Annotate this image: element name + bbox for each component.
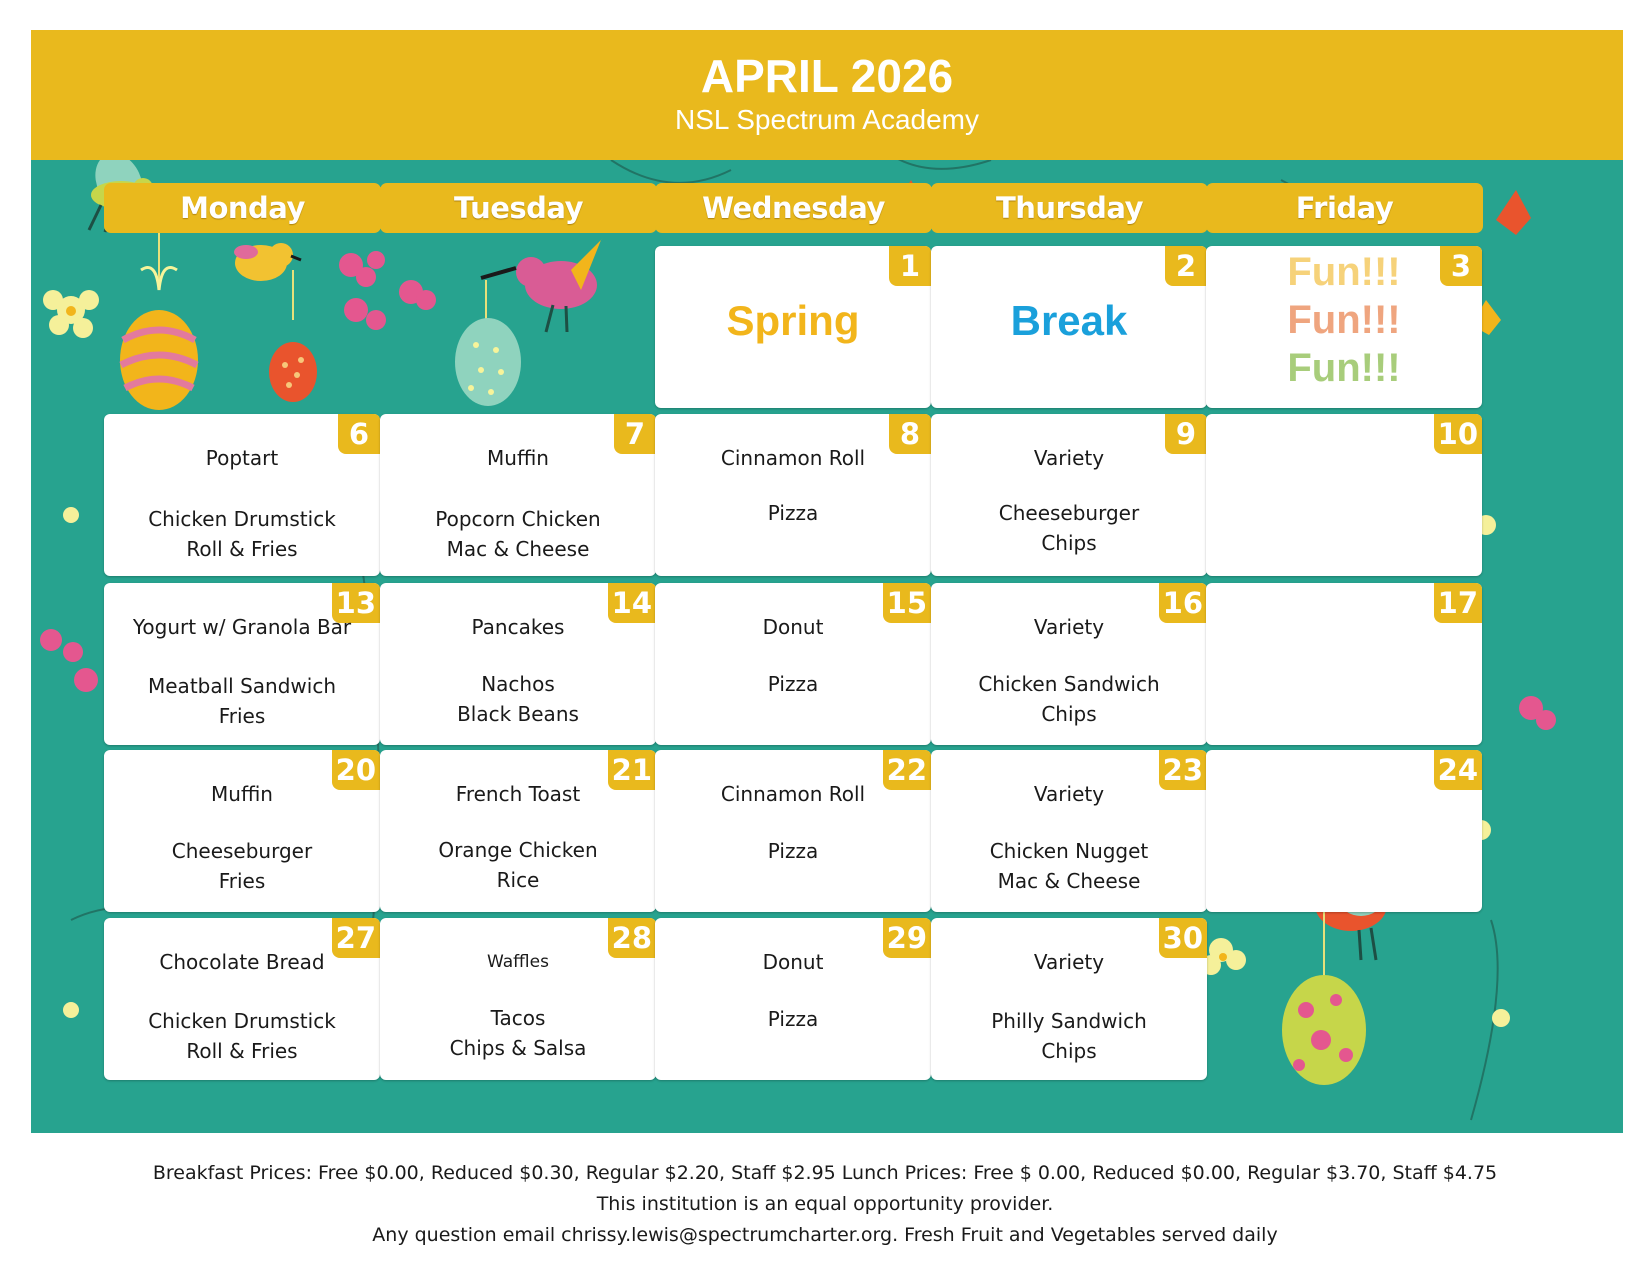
breakfast-item: French Toast (455, 782, 581, 806)
day-number: 9 (1165, 414, 1207, 454)
day-cell (1206, 414, 1482, 576)
day-number: 29 (883, 918, 931, 958)
lunch-items (655, 498, 931, 528)
day-cell (931, 918, 1207, 1080)
breakfast-item: Muffin (487, 446, 549, 470)
lunch-item: Philly Sandwich (991, 1009, 1147, 1033)
page-title: APRIL 2026 (700, 50, 954, 102)
day-cell (380, 750, 656, 912)
lunch-item: Chicken Drumstick (148, 507, 336, 531)
day-cell (380, 583, 656, 745)
spring-label: Spring (726, 297, 860, 344)
day-number: 14 (608, 583, 656, 623)
lunch-item: Nachos (481, 672, 555, 696)
day-number: 21 (608, 750, 656, 790)
day-number: 13 (332, 583, 380, 623)
contact-info: Any question email chrissy.lewis@spectrumcharter.org. Fresh Fruit and Vegetables served daily (372, 1224, 1278, 1246)
fun-label: Fun!!! (1287, 298, 1401, 342)
day-number: 2 (1165, 246, 1207, 286)
lunch-item: Fries (218, 869, 266, 893)
lunch-item: Mac & Cheese (997, 869, 1141, 893)
breakfast-item: Pancakes (471, 615, 565, 639)
day-header-thursday: Thursday (931, 183, 1208, 233)
day-cell (104, 583, 380, 745)
lunch-item: Pizza (767, 672, 819, 696)
equal-opportunity-notice: This institution is an equal opportunity provider. (596, 1193, 1054, 1215)
spotted-egg-icon (1282, 975, 1366, 1085)
lunch-item: Chicken Sandwich (978, 672, 1160, 696)
lunch-items (104, 671, 380, 731)
day-number: 6 (338, 414, 380, 454)
lunch-item: Rice (496, 868, 540, 892)
day-cell (655, 583, 931, 745)
breakfast-item: Variety (1033, 615, 1105, 639)
day-cell (931, 414, 1207, 576)
lunch-items (931, 836, 1207, 896)
lunch-item: Roll & Fries (186, 537, 298, 561)
day-header-monday: Monday (104, 183, 381, 233)
day-header-tuesday: Tuesday (380, 183, 657, 233)
breakfast-item: Cinnamon Roll (720, 446, 866, 470)
day-cell (655, 750, 931, 912)
day-number: 30 (1159, 918, 1207, 958)
lunch-item: Black Beans (457, 702, 579, 726)
small-bird-icon (234, 243, 301, 281)
day-number: 22 (883, 750, 931, 790)
pink-bird-icon (481, 238, 603, 332)
day-number: 28 (608, 918, 656, 958)
lunch-item: Pizza (767, 839, 819, 863)
lunch-item: Cheeseburger (998, 501, 1140, 525)
breakfast-item: Waffles (487, 952, 549, 972)
day-number: 15 (883, 583, 931, 623)
day-cell (655, 246, 931, 408)
breakfast-item: Cinnamon Roll (720, 782, 866, 806)
lunch-item: Chips (1041, 702, 1097, 726)
breakfast-item: Muffin (211, 782, 273, 806)
lunch-item: Chips & Salsa (449, 1036, 587, 1060)
day-number: 17 (1434, 583, 1482, 623)
lunch-items (380, 669, 656, 729)
lunch-items (104, 1006, 380, 1066)
striped-egg-icon (120, 268, 198, 411)
lunch-items (655, 1004, 931, 1034)
breakfast-item: Poptart (205, 446, 279, 470)
lunch-item: Chips (1041, 1039, 1097, 1063)
fun-label: Fun!!! (1287, 250, 1401, 294)
lunch-item: Chicken Drumstick (148, 1009, 336, 1033)
breakfast-item: Variety (1033, 446, 1105, 470)
lunch-items (104, 504, 380, 564)
lunch-item: Pizza (767, 501, 819, 525)
lunch-item: Chicken Nugget (989, 839, 1149, 863)
breakfast-item: Yogurt w/ Granola Bar (132, 615, 352, 639)
lunch-item: Pizza (767, 1007, 819, 1031)
day-number: 23 (1159, 750, 1207, 790)
day-number: 1 (889, 246, 931, 286)
dotted-egg-icon (455, 318, 521, 406)
price-info: Breakfast Prices: Free $0.00, Reduced $0.30, Regular $2.20, Staff $2.95 Lunch Prices: Free $ 0.00, Reduced $0.00, Regular $3.70, Staff $4.75 (152, 1162, 1498, 1184)
lunch-item: Meatball Sandwich (148, 674, 336, 698)
lunch-items (655, 836, 931, 866)
breakfast-item: Variety (1033, 950, 1105, 974)
lunch-items (104, 836, 380, 896)
lunch-items (931, 498, 1207, 558)
day-cell (104, 918, 380, 1080)
calendar-board (31, 160, 1623, 1133)
day-number: 8 (889, 414, 931, 454)
day-number: 27 (332, 918, 380, 958)
lunch-items (380, 1003, 656, 1063)
lunch-items (931, 669, 1207, 729)
day-cell (104, 414, 380, 576)
day-cell (1206, 246, 1482, 408)
day-cell (380, 918, 656, 1080)
day-cell (931, 583, 1207, 745)
lunch-item: Roll & Fries (186, 1039, 298, 1063)
lunch-items (380, 835, 656, 895)
day-cell (380, 414, 656, 576)
lunch-item: Mac & Cheese (446, 537, 590, 561)
day-cell (931, 750, 1207, 912)
day-number: 20 (332, 750, 380, 790)
footer (0, 1158, 1650, 1251)
header-banner (31, 30, 1623, 160)
day-number: 7 (614, 414, 656, 454)
lunch-item: Fries (218, 704, 266, 728)
lunch-items (380, 504, 656, 564)
break-label: Break (1010, 297, 1128, 344)
day-cell (1206, 750, 1482, 912)
breakfast-item: Donut (762, 950, 824, 974)
breakfast-item: Donut (762, 615, 824, 639)
red-egg-icon (269, 342, 317, 402)
day-number: 10 (1434, 414, 1482, 454)
day-cell (655, 918, 931, 1080)
day-cell (1206, 583, 1482, 745)
lunch-items (931, 1006, 1207, 1066)
day-header-friday: Friday (1206, 183, 1483, 233)
day-cell (655, 414, 931, 576)
lunch-item: Orange Chicken (438, 838, 598, 862)
lunch-item: Cheeseburger (171, 839, 313, 863)
breakfast-item: Variety (1033, 782, 1105, 806)
lunch-item: Tacos (490, 1006, 546, 1030)
lunch-item: Chips (1041, 531, 1097, 555)
fun-label: Fun!!! (1287, 346, 1401, 390)
breakfast-item: Chocolate Bread (159, 950, 325, 974)
day-cell (931, 246, 1207, 408)
day-header-wednesday: Wednesday (655, 183, 932, 233)
day-number: 16 (1159, 583, 1207, 623)
day-number: 24 (1434, 750, 1482, 790)
day-number: 3 (1440, 246, 1482, 286)
lunch-item: Popcorn Chicken (435, 507, 601, 531)
page-subtitle: NSL Spectrum Academy (675, 104, 979, 135)
day-cell (104, 750, 380, 912)
lunch-items (655, 669, 931, 699)
